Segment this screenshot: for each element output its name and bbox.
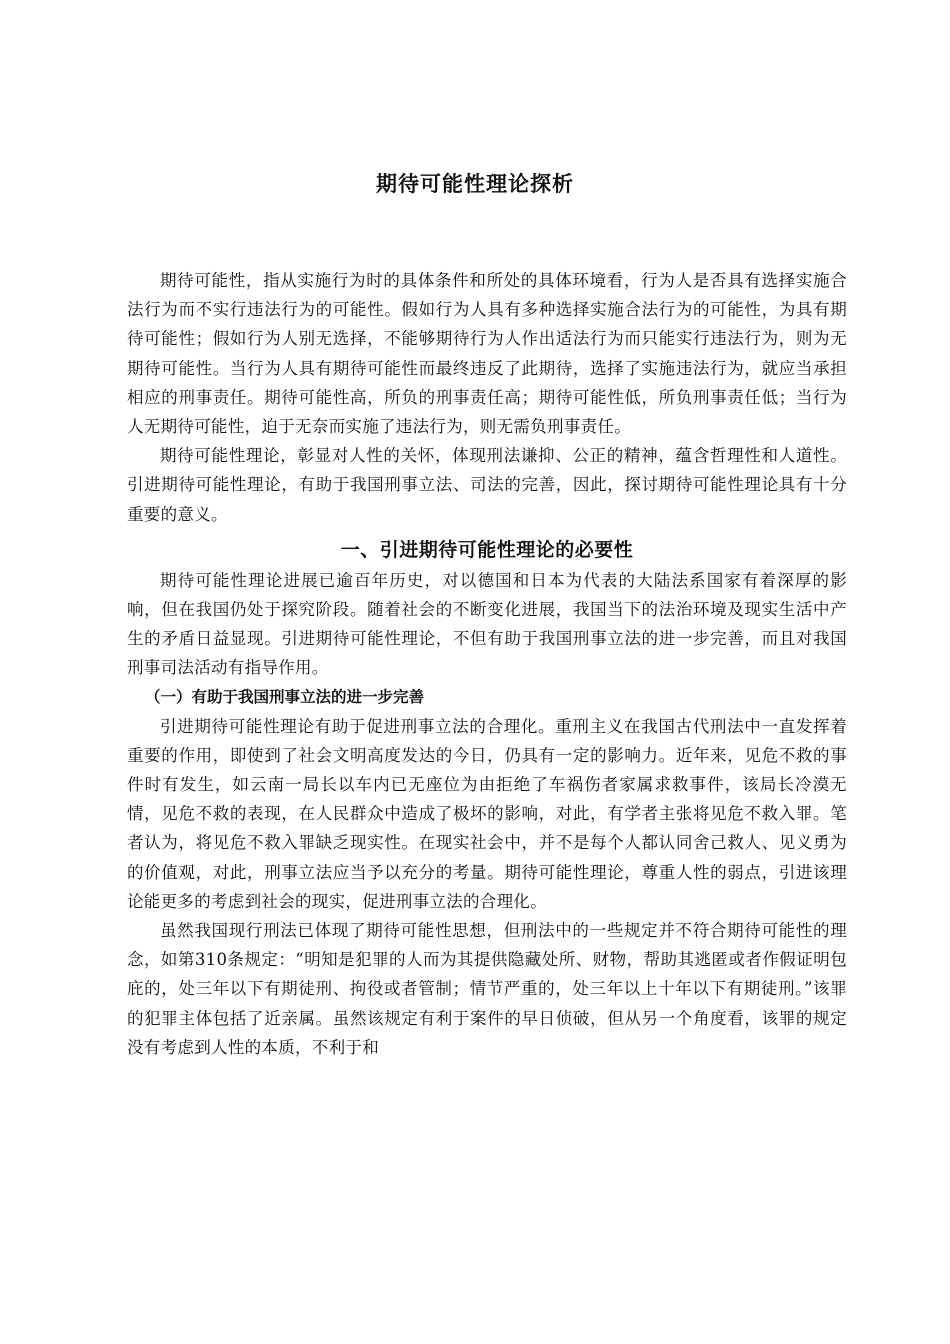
section-heading-1: 一、引进期待可能性理论的必要性 <box>340 538 634 561</box>
intro-paragraph-2: 期待可能性理论，彰显对人性的关怀，体现刑法谦抑、公正的精神，蕴含哲理性和人道性。引进期待可能性理论，有助于我国刑事立法、司法的完善，因此，探讨期待可能性理论具有十分重要的意义。 <box>127 446 847 524</box>
subsection-heading-1: （一）有助于我国刑事立法的进一步完善 <box>145 687 425 706</box>
intro-paragraph-1: 期待可能性，指从实施行为时的具体条件和所处的具体环境看，行为人是否具有选择实施合法行为而不实行违法行为的可能性。假如行为人具有多种选择实施合法行为的可能性，为具有期待可能性；假如行为人别无选择，不能够期待行为人作出适法行为而只能实行违法行为，则为无期待可能性。当行为人具有期待可能性而最终违反了此期待，选择了实施违法行为，就应当承担相应的刑事责任。期待可能性高，所负的刑事责任高；期待可能性低，所负刑事责任低；当行为人无期待可能性，迫于无奈而实施了违法行为，则无需负刑事责任。 <box>127 271 847 437</box>
subsection1-paragraph-2: 虽然我国现行刑法已体现了期待可能性思想，但刑法中的一些规定并不符合期待可能性的理念，如第310条规定：“明知是犯罪的人而为其提供隐藏处所、财物，帮助其逃匿或者作假证明包庇的，处三年以下有期徒刑、拘役或者管制；情节严重的，处三年以上十年以下有期徒刑。”该罪的犯罪主体包括了近亲属。虽然该规定有利于案件的早日侦破，但从另一个角度看，该罪的规定没有考虑到人性的本质，不利于和 <box>127 921 847 1057</box>
section1-paragraph: 期待可能性理论进展已逾百年历史，对以德国和日本为代表的大陆法系国家有着深厚的影响，但在我国仍处于探究阶段。随着社会的不断变化进展，我国当下的法治环境及现实生活中产生的矛盾日益显现。引进期待可能性理论，不但有助于我国刑事立法的进一步完善，而且对我国刑事司法活动有指导作用。 <box>127 570 847 678</box>
document-body <box>127 266 847 1062</box>
subsection1-paragraph-1: 引进期待可能性理论有助于促进刑事立法的合理化。重刑主义在我国古代刑法中一直发挥着重要的作用，即使到了社会文明高度发达的今日，仍具有一定的影响力。近年来，见危不救的事件时有发生，如云南一局长以车内已无座位为由拒绝了车祸伤者家属求救事件，该局长冷漠无情，见危不救的表现，在人民群众中造成了极坏的影响，对此，有学者主张将见危不救入罪。笔者认为，将见危不救入罪缺乏现实性。在现实社会中，并不是每个人都认同舍己救人、见义勇为的价值观，对此，刑事立法应当予以充分的考量。期待可能性理论，尊重人性的弱点，引进该理论能更多的考虑到社会的现实，促进刑事立法的合理化。 <box>127 716 847 911</box>
document-title: 期待可能性理论探析 <box>376 172 574 196</box>
